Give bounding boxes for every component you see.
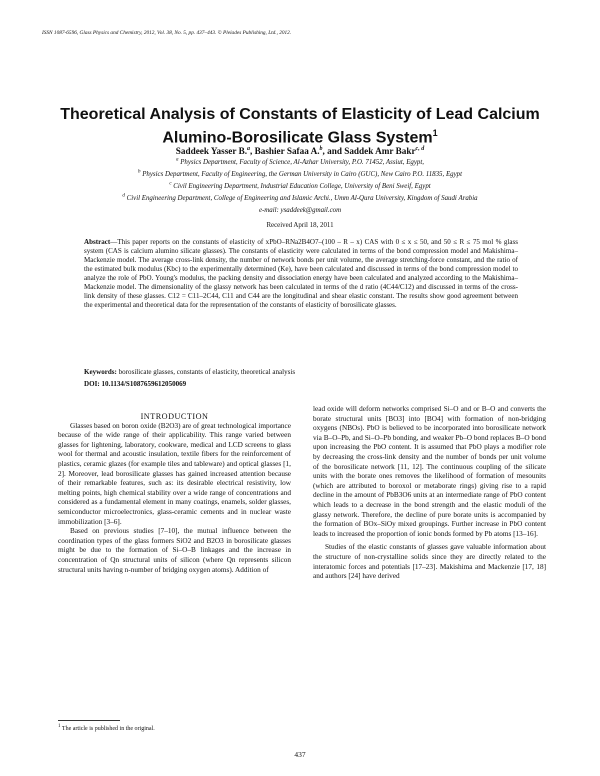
footnote: $^1$ The article is published in the original.	[58, 724, 155, 732]
received-date: Received April 18, 2011	[266, 222, 334, 229]
right-column	[313, 405, 546, 582]
footnote-divider	[58, 720, 120, 721]
intro-paragraph-1: Glasses based on boron oxide (B2O3) are of great technological importance because of the wide range of their applicability. This range varied between glasses for lightening, laboratory, cookware, medical and LCD screens to glass wool for thermal and acoustic insulation, textile fibers for the reinforcement of plastics, ceramic glazes (for example tiles and tableware) and optical glasses [1, 2]. Moreover, lead borosilicate glasses has gained increased attention because of their remarkable features, such as: its desirable electrical resistivity, low melting points, high chemical stability over a wide range of concentrations and considered as a fundamental element in many coatings, enamels, solder glasses, semiconductor microelectronics, glass-ceramic cements and in nuclear waste immobilization [3–6].	[58, 421, 291, 526]
author-email: e-mail: ysaddeek@gmail.com	[258, 207, 342, 214]
paper-title	[40, 105, 560, 147]
author-2: Bashier Safaa A.	[254, 146, 320, 157]
journal-citation: ISSN 1087-6596, Glass Physics and Chemistry, 2012, Vol. 38, No. 5, pp. 437–443. © Pleiades Publishing, Ltd., 2012.	[42, 30, 292, 36]
left-column	[58, 412, 291, 575]
title-line-2: Alumino-Borosilicate Glass System$^1$	[162, 128, 438, 147]
abstract-text: —This paper reports on the constants of elasticity of xPbO–RNa2B4O7–(100 – R – x) CAS with 0 ≤ x ≤ 50, and 50 ≤ R ≤ 75 mol % glass system (CAS is calcium alumino silicate glasses). The constants of elasticity were calculated in terms of the bond compression model and Makishima–Mackenzie model. The average cross-link density, the number of network bonds per unit volume, the average stretching-force constant, and the ratio of the estimated bulk modulus (Kbc) to the experimentally determined (Ke), have been calculated and discussed in terms of the bond compression model to analyze the role of PbO. Young's modulus, the packing density and dissociation energy have been calculated and analyzed according to the Makishima–Mackenzie model. The dimensionality of the glassy network has been calculated in terms of the d ratio (4C44/C12) and discussed in terms of the cross-link density of these glasses. C12 = C11–2C44, C11 and C44 are the longitudinal and shear elastic constant. The results show good agreement between the experimental and theoretical data for the representation of the constants of elasticity of borosilicate glasses.	[84, 238, 518, 309]
intro-paragraph-3: lead oxide will deform networks comprised Si–O and or B–O and converts the borate structural units [BO3] into [BO4] with formation of non-bridging oxygens (NBOs). PbO is believed to be incorporated into borosilicate network via B–O–Pb, and Si–O–Pb bonding, and weaker Pb–O bond replaces B–O bond upon increasing the PbO content. It is assumed that PbO plays a modifier role by decreasing the cross-link density and the number of bonds per unit volume of the borosilicate network [11, 12]. The continuous coupling of the silicate units with the borate ones removes the likelihood of formation of mesounits (which are attributed to boroxol or metaborate rings) giving rise to a rapid decline in the amount of PbB3O6 units at an intermediate range of PbO content which leads to a decrease in the bond strength and the elastic moduli of the glassy network. Therefore, the decline of pure borate units is accompanied by the formation of BOx–SiOy mixed groupings. Further increase in PbO content leads to increased the proportion of ionic bonds formed by Pb atoms [13–16].	[313, 405, 546, 538]
abstract	[84, 238, 518, 310]
intro-paragraph-2: Based on previous studies [7–10], the mutual influence between the coordination types of the glass formers SiO2 and B2O3 in borosilicate glasses might be due to the formation of Si–O–B linkages and the increase in concentration of Qn structural units of silicon (where Qn represents silicon structural units having n-number of bridging oxygen atoms). Addition of	[58, 527, 291, 574]
section-heading-introduction: INTRODUCTION	[140, 412, 209, 421]
author-3: and Saddek Amr Bakr	[327, 146, 416, 157]
affiliation-b: $^b$ Physics Department, Faculty of Engineering, the German University in Cairo (GUC), New Cairo P.O. 11835, Egypt	[137, 169, 463, 178]
keywords: Keywords: borosilicate glasses, constants of elasticity, theoretical analysis	[84, 368, 296, 376]
title-footnote-mark: 1	[432, 128, 438, 138]
affiliation-a: $^a$ Physics Department, Faculty of Science, Al-Azhar University, P.O. 71452, Assiut, Egypt,	[175, 157, 425, 166]
abstract-label: Abstract	[84, 238, 111, 246]
affiliation-c: $^c$ Civil Engineering Department, Industrial Education College, University of Beni Sweif, Egypt	[169, 181, 431, 190]
intro-paragraph-4: Studies of the elastic constants of glasses gave valuable information about the structure of non-crystalline solids since they are directly related to the interatomic forces and potentials [17–23]. Makishima and Mackenzie [17, 18] and authors [24] have derived	[313, 543, 546, 581]
affiliation-d: $^d$ Civil Engineering Department, College of Engineering and Islamic Archi., Umm Al-Qura University, Kingdom of Saudi Arabia	[122, 193, 478, 202]
author-1: Saddeek Yasser B.	[175, 146, 247, 157]
author-list: Saddeek Yasser B.$^a$, Bashier Safaa A.$^b$, and Saddek Amr Bakr$^{c, d}$	[175, 146, 425, 157]
page-number: 437	[294, 750, 306, 759]
doi: DOI: 10.1134/S1087659612050069	[84, 380, 187, 388]
title-line-1: Theoretical Analysis of Constants of Elasticity of Lead Calcium	[60, 106, 540, 123]
